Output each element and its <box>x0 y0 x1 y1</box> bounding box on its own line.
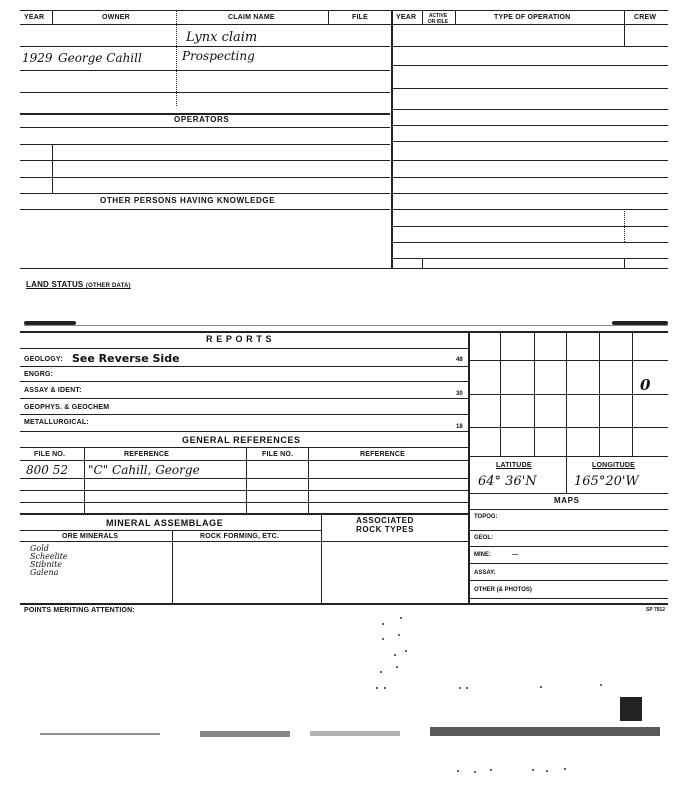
metallurgical-label: METALLURGICAL: <box>24 419 89 426</box>
maps-geol: GEOL: <box>474 535 493 541</box>
geology-label: GEOLOGY: <box>24 356 63 363</box>
land-status-sub: (OTHER DATA) <box>85 283 131 289</box>
ref-header-reference-2: REFERENCE <box>360 451 405 458</box>
header-active-idle: ACTIVE OR IDLE <box>427 13 449 25</box>
maps-assay: ASSAY: <box>474 570 496 576</box>
maps-title: MAPS <box>554 496 580 505</box>
engrg-label: ENGRG: <box>24 371 54 378</box>
claim-name-line-1: Lynx claim <box>186 30 258 45</box>
assay-label: ASSAY & IDENT: <box>24 387 82 394</box>
ore-mineral: Galena <box>30 568 59 577</box>
ref-row-file-no: 800 52 <box>26 463 68 477</box>
longitude-value: 165°20'W <box>574 474 639 489</box>
reports-title: R E P O R T S <box>206 334 273 344</box>
ore-mineral: Stibnite <box>30 560 63 569</box>
operators-label: OPERATORS <box>174 115 230 124</box>
latitude-label: LATITUDE <box>496 462 532 469</box>
land-status-label <box>26 281 131 290</box>
grid-mark: 0 <box>640 376 651 394</box>
margin-number-2: 30 <box>456 391 463 397</box>
header-type-of-operation: TYPE OF OPERATION <box>494 14 571 21</box>
maps-mine-value: — <box>512 552 518 558</box>
ore-minerals-list <box>30 545 68 577</box>
associated-rock-types: ASSOCIATED ROCK TYPES <box>356 516 415 534</box>
form-number: SP 7912 <box>646 607 666 613</box>
ref-header-reference: REFERENCE <box>124 451 169 458</box>
geophys-label: GEOPHYS. & GEOCHEM <box>24 404 110 411</box>
ore-mineral: Gold <box>30 544 49 553</box>
margin-number-3: 18 <box>456 424 463 430</box>
maps-mine: MINE: <box>474 552 491 558</box>
mineral-assemblage-title: MINERAL ASSEMBLAGE <box>106 518 224 528</box>
land-status-text: LAND STATUS <box>26 280 84 289</box>
header-owner: OWNER <box>102 14 130 21</box>
geology-value: See Reverse Side <box>72 352 180 365</box>
maps-topog: TOPOG: <box>474 514 498 520</box>
header-crew: CREW <box>634 14 657 21</box>
header-claim-name: CLAIM NAME <box>228 14 275 21</box>
row-year: 1929 <box>22 51 53 65</box>
margin-number-1: 48 <box>456 357 463 363</box>
row-claim: Prospecting <box>182 49 255 63</box>
maps-other: OTHER (& PHOTOS) <box>474 587 532 593</box>
ref-header-file-no-2: FILE NO. <box>262 451 294 458</box>
ore-minerals-label: ORE MINERALS <box>62 533 119 540</box>
general-references-title: GENERAL REFERENCES <box>182 435 301 445</box>
header-file: FILE <box>352 14 368 21</box>
header-year-2: YEAR <box>396 14 417 21</box>
points-meriting-label: POINTS MERITING ATTENTION: <box>24 607 135 614</box>
row-owner: George Cahill <box>58 51 142 65</box>
longitude-label: LONGITUDE <box>592 462 636 469</box>
ore-mineral: Scheelite <box>30 552 68 561</box>
other-persons-label: OTHER PERSONS HAVING KNOWLEDGE <box>100 196 276 205</box>
latitude-value: 64° 36'N <box>478 474 537 489</box>
header-year: YEAR <box>24 14 45 21</box>
rock-forming-label: ROCK FORMING, ETC. <box>200 533 280 540</box>
ref-header-file-no: FILE NO. <box>34 451 66 458</box>
ref-row-reference: "C" Cahill, George <box>88 463 200 477</box>
